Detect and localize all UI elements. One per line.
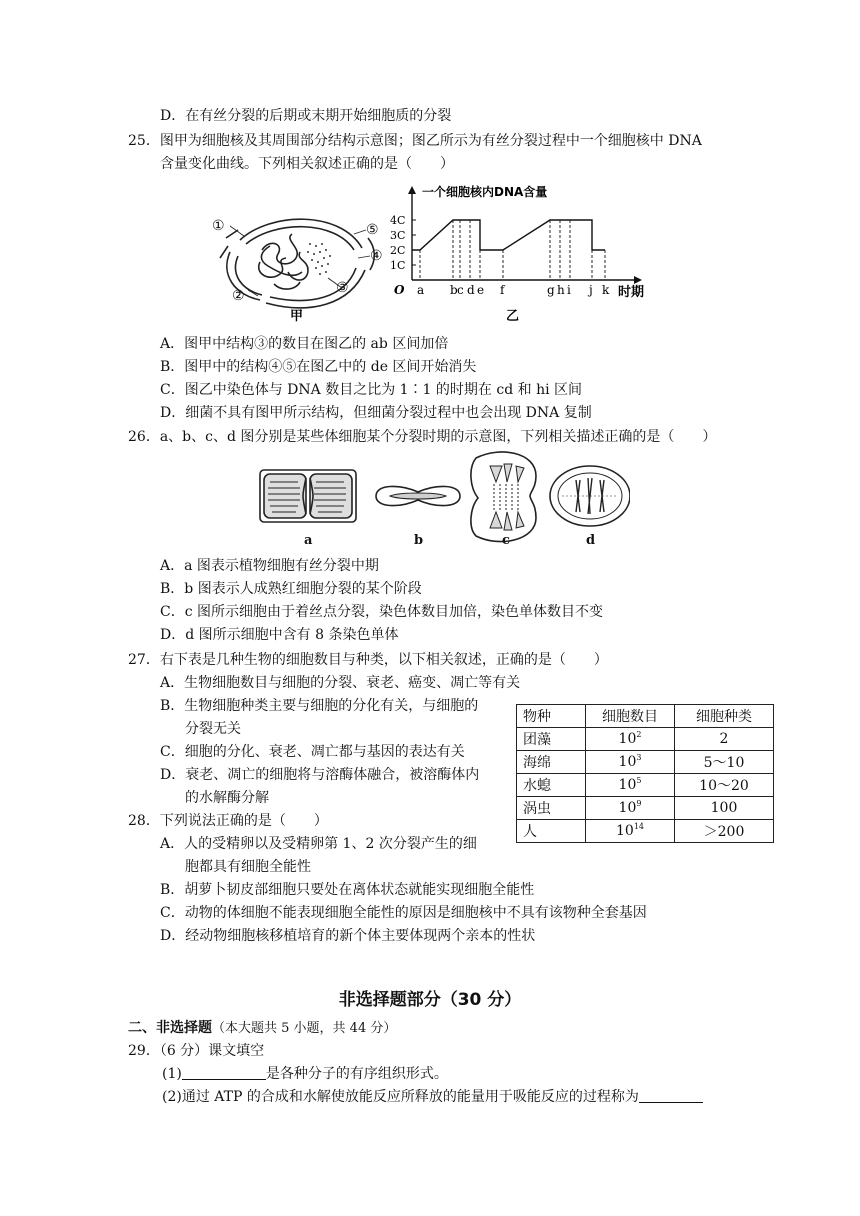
- figure-jia-nucleus: [200, 200, 390, 325]
- q26-option-a: A．a 图表示植物细胞有丝分裂中期: [160, 558, 379, 574]
- figure-jia-caption: 甲: [290, 309, 304, 324]
- table-row: [517, 774, 774, 797]
- label-3: ③: [336, 280, 349, 296]
- nucleolus-dots: [307, 243, 331, 275]
- section-title: 非选择题部分（30 分）: [338, 990, 522, 1010]
- kinds-cell: 100: [675, 797, 774, 820]
- caption-a: a: [304, 533, 313, 548]
- table-header-row: [517, 705, 774, 728]
- dna-content-series: [412, 220, 605, 250]
- species-cell: 水螅: [517, 774, 586, 797]
- cell-d: [550, 466, 630, 526]
- y-tick-label: 2C: [390, 244, 406, 257]
- q28-option-d: D．经动物细胞核移植培育的新个体主要体现两个亲本的性状: [160, 928, 536, 944]
- caption-b: b: [414, 533, 424, 548]
- y-tick-label: 3C: [390, 229, 406, 242]
- x-tick-label: i: [567, 283, 571, 297]
- q27-option-a: A．生物细胞数目与细胞的分裂、衰老、癌变、凋亡等有关: [160, 675, 521, 691]
- chart-title: 一个细胞核内DNA含量: [422, 185, 548, 199]
- part2-note: （本大题共 5 小题，共 44 分）: [212, 1021, 397, 1036]
- x-tick-label: h: [557, 283, 565, 297]
- species-cell: 海绵: [517, 751, 586, 774]
- x-tick-label: b: [450, 283, 458, 297]
- q28-option-b: B．胡萝卜韧皮部细胞只要处在离体状态就能实现细胞全能性: [160, 882, 535, 898]
- y-tick-label: 1C: [390, 259, 406, 272]
- kinds-cell: 2: [675, 728, 774, 751]
- q29-item2-text: (2)通过 ATP 的合成和水解使放能反应所释放的能量用于吸能反应的过程称为: [162, 1089, 639, 1105]
- x-tick-label: g: [547, 283, 555, 297]
- q29-stem: 29．（6 分）课文填空: [128, 1043, 265, 1059]
- x-tick-label: a: [417, 283, 425, 297]
- species-cell: 涡虫: [517, 797, 586, 820]
- count-cell: $10^5$: [586, 774, 675, 797]
- figure-yi-caption: 乙: [506, 309, 520, 324]
- part2-heading-text: 二、非选择题: [128, 1020, 212, 1036]
- q27-option-b-line2: 分裂无关: [185, 721, 241, 737]
- kinds-cell: ＞200: [675, 820, 774, 843]
- x-tick-label: c: [457, 283, 464, 297]
- q25-option-c: C．图乙中染色体与 DNA 数目之比为 1∶1 的时期在 cd 和 hi 区间: [160, 382, 583, 398]
- cell-a: [260, 470, 356, 522]
- q29-item1-number: (1): [162, 1066, 182, 1082]
- q25-stem-line1: 25．图甲为细胞核及其周围部分结构示意图；图乙所示为有丝分裂过程中一个细胞核中 DNA: [128, 133, 702, 149]
- q25-stem-line2: 含量变化曲线。下列相关叙述正确的是（ ）: [160, 156, 454, 172]
- q28-option-c: C．动物的体细胞不能表现细胞全能性的原因是细胞核中不具有该物种全套基因: [160, 905, 647, 921]
- figure-yi-dna-chart: [390, 180, 660, 325]
- q24-option-d: D．在有丝分裂的后期或末期开始细胞质的分裂: [160, 108, 452, 124]
- table-row: [517, 820, 774, 843]
- label-4: ④: [370, 248, 383, 264]
- q25-option-b: B．图甲中的结构④⑤在图乙中的 de 区间开始消失: [160, 359, 477, 375]
- q25-option-a: A．图甲中结构③的数目在图乙的 ab 区间加倍: [160, 336, 449, 352]
- q26-stem: 26．a、b、c、d 图分别是某些体细胞某个分裂时期的示意图，下列相关描述正确的是（ ）: [128, 429, 717, 445]
- x-axis-arrow: [634, 276, 642, 284]
- q29-item1: [162, 1064, 448, 1084]
- q28-stem: 28．下列说法正确的是（ ）: [128, 813, 328, 829]
- cell-b: [376, 486, 460, 505]
- q26-option-b: B．b 图表示人成熟红细胞分裂的某个阶段: [160, 581, 422, 597]
- label-2: ②: [232, 288, 245, 304]
- x-tick-label: k: [602, 283, 610, 297]
- x-tick-label: e: [477, 283, 485, 297]
- label-1: ①: [212, 218, 225, 234]
- q28-option-a-line2: 胞都具有细胞全能性: [185, 859, 311, 875]
- species-cell: 人: [517, 820, 586, 843]
- y-axis-arrow: [408, 186, 416, 194]
- header-cell-kinds: 细胞种类: [675, 705, 774, 728]
- nuclear-envelope-outer-top: [240, 219, 362, 248]
- q27-option-b-line1: B．生物细胞种类主要与细胞的分化有关，与细胞的: [160, 698, 479, 714]
- x-tick-label: d: [467, 283, 475, 297]
- count-cell: $10^{14}$: [586, 820, 675, 843]
- kinds-cell: 10～20: [675, 774, 774, 797]
- x-tick-label: f: [500, 283, 505, 297]
- q25-option-d: D．细菌不具有图甲所示结构，但细菌分裂过程中也会出现 DNA 复制: [160, 405, 592, 421]
- count-cell: $10^9$: [586, 797, 675, 820]
- q29-item1-blank[interactable]: [182, 1065, 266, 1080]
- y-tick-label: 4C: [390, 214, 406, 227]
- count-cell: $10^2$: [586, 728, 675, 751]
- kinds-cell: 5～10: [675, 751, 774, 774]
- q29-item2-blank[interactable]: [639, 1088, 703, 1103]
- q28-option-a-line1: A．人的受精卵以及受精卵第 1、2 次分裂产生的细: [160, 836, 477, 852]
- figure-cell-division-abcd: [250, 448, 630, 550]
- q29-item1-text: 是各种分子的有序组织形式。: [265, 1066, 448, 1082]
- cell-count-table: [516, 704, 774, 843]
- count-cell: $10^3$: [586, 751, 675, 774]
- caption-c: c: [502, 533, 510, 548]
- part2-heading: [128, 1018, 396, 1039]
- q27-option-c: C．细胞的分化、衰老、凋亡都与基因的表达有关: [160, 744, 465, 760]
- q29-item2: [162, 1087, 703, 1107]
- q26-option-c: C．c 图所示细胞由于着丝点分裂，染色体数目加倍，染色单体数目不变: [160, 604, 604, 620]
- label-5: ⑤: [366, 222, 379, 238]
- q26-option-d: D．d 图所示细胞中含有 8 条染色单体: [160, 627, 399, 643]
- table-row: [517, 728, 774, 751]
- q27-option-d-line1: D．衰老、凋亡的细胞将与溶酶体融合，被溶酶体内: [160, 767, 480, 783]
- header-species: 物种: [517, 705, 586, 728]
- caption-d: d: [586, 533, 596, 548]
- x-axis-label: 时期: [618, 285, 645, 300]
- origin-label: O: [394, 283, 405, 297]
- table-row: [517, 751, 774, 774]
- x-tick-label: j: [589, 283, 593, 297]
- species-cell: 团藻: [517, 728, 586, 751]
- q27-option-d-line2: 的水解酶分解: [185, 790, 269, 806]
- q27-stem: 27．右下表是几种生物的细胞数目与种类，以下相关叙述，正确的是（ ）: [128, 652, 608, 668]
- table-row: [517, 797, 774, 820]
- header-cell-count: 细胞数目: [586, 705, 675, 728]
- cell-c: [471, 452, 536, 542]
